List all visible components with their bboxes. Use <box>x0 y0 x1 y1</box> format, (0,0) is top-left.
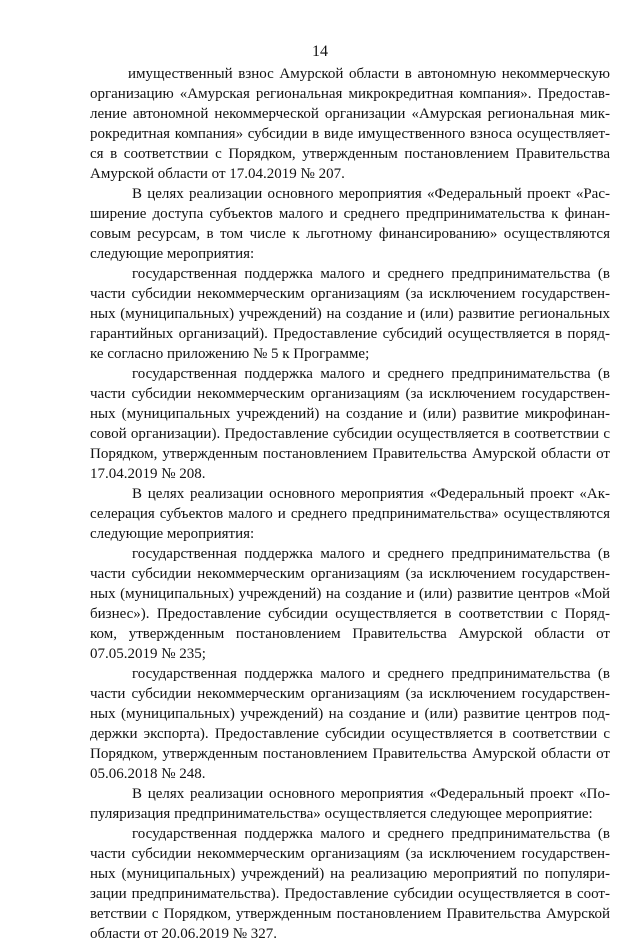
text-line: части субсидии некоммерческим организациям (за исключением государствен- <box>90 386 610 402</box>
text-line: ление автономной некоммерческой организации «Амурская региональная мик- <box>90 106 610 122</box>
text-line: имущественный взнос Амурской области в автономную некоммерческую <box>128 66 610 82</box>
text-line: организацию «Амурская региональная микрокредитная компания». Предостав- <box>90 86 610 102</box>
text-line: ных (муниципальных) учреждений) на реализацию мероприятий по популяри- <box>90 866 610 882</box>
text-line: части субсидии некоммерческим организациям (за исключением государствен- <box>90 846 610 862</box>
text-line: ных (муниципальных учреждений) на создание и (или) развитие микрофинан- <box>90 406 610 422</box>
text-line: ся в соответствии с Порядком, утвержденным постановлением Правительства <box>90 146 610 162</box>
text-line: В целях реализации основного мероприятия «Федеральный проект «По- <box>132 786 610 802</box>
text-line: части субсидии некоммерческим организациям (за исключением государствен- <box>90 286 610 302</box>
text-line: совым ресурсам, в том числе к льготному финансированию» осуществляются <box>90 226 610 242</box>
text-line: ком, утвержденным постановлением Правительства Амурской области от <box>90 626 610 642</box>
text-line: ширение доступа субъектов малого и среднего предпринимательства к финан- <box>90 206 610 222</box>
text-line: ке согласно приложению № 5 к Программе; <box>90 346 370 362</box>
text-line: Порядком, утвержденным постановлением Правительства Амурской области от <box>90 446 610 462</box>
text-line: следующие мероприятия: <box>90 526 255 542</box>
text-line: государственная поддержка малого и среднего предпринимательства (в <box>132 666 610 682</box>
text-line: государственная поддержка малого и среднего предпринимательства (в <box>132 266 610 282</box>
text-line: ных (муниципальных) учреждений) на создание и (или) развитие региональных <box>90 306 610 322</box>
text-line: части субсидии некоммерческим организациям (за исключением государствен- <box>90 566 610 582</box>
text-line: ных (муниципальных) учреждений) на создание и (или) развитие центров под- <box>90 706 610 722</box>
text-line: следующие мероприятия: <box>90 246 255 262</box>
text-line: 07.05.2019 № 235; <box>90 646 206 662</box>
text-line: рокредитная компания» субсидии в виде имущественного взноса осуществляет- <box>90 126 610 142</box>
text-line: гарантийных организаций). Предоставление субсидий осуществляется в поряд- <box>90 326 610 342</box>
text-line: 05.06.2018 № 248. <box>90 766 206 782</box>
text-line: селерация субъектов малого и среднего предпринимательства» осуществляются <box>90 506 610 522</box>
text-line: государственная поддержка малого и среднего предпринимательства (в <box>132 366 610 382</box>
body-text <box>90 64 610 944</box>
text-line: В целях реализации основного мероприятия «Федеральный проект «Ак- <box>132 486 610 502</box>
text-line: совой организации). Предоставление субсидии осуществляется в соответствии с <box>90 426 610 442</box>
text-line: зации предпринимательства). Предоставление субсидии осуществляется в соот- <box>90 886 610 902</box>
text-line: Порядком, утвержденным постановлением Правительства Амурской области от <box>90 746 610 762</box>
text-line: Амурской области от 17.04.2019 № 207. <box>90 166 345 182</box>
text-line: пуляризация предпринимательства» осуществляется следующее мероприятие: <box>90 806 593 822</box>
text-line: государственная поддержка малого и среднего предпринимательства (в <box>132 826 610 842</box>
text-line: ных (муниципальных) учреждений) на создание и (или) развитие центров «Мой <box>90 586 610 602</box>
text-line: области от 20.06.2019 № 327. <box>90 926 278 942</box>
text-line: государственная поддержка малого и среднего предпринимательства (в <box>132 546 610 562</box>
text-line: части субсидии некоммерческим организациям (за исключением государствен- <box>90 686 610 702</box>
page-number: 14 <box>312 43 328 60</box>
text-line: бизнес»). Предоставление субсидии осуществляется в соответствии с Поряд- <box>90 606 610 622</box>
text-line: держки экспорта). Предоставление субсидии осуществляется в соответствии с <box>90 726 610 742</box>
text-line: ветствии с Порядком, утвержденным постановлением Правительства Амурской <box>90 906 610 922</box>
text-line: В целях реализации основного мероприятия «Федеральный проект «Рас- <box>132 186 610 202</box>
text-line: 17.04.2019 № 208. <box>90 466 206 482</box>
